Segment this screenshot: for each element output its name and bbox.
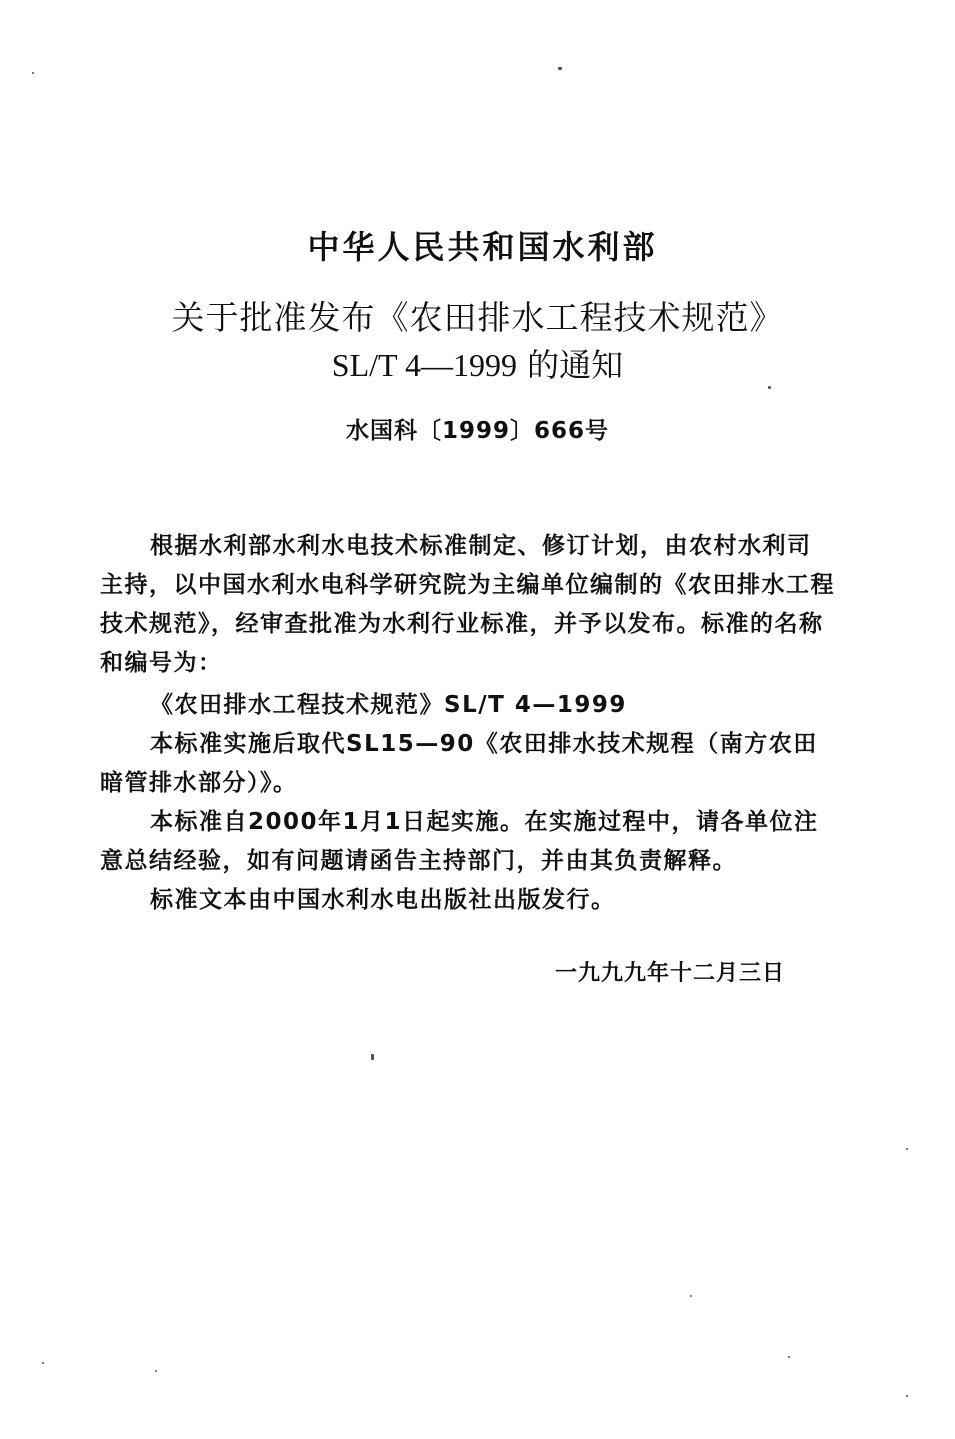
ministry-heading: 中华人民共和国水利部 bbox=[307, 228, 658, 266]
issue-date: 一九九九年十二月三日 bbox=[555, 961, 786, 986]
title-suffix: 的通知 bbox=[517, 346, 624, 384]
scan-speck bbox=[42, 1362, 44, 1364]
scan-speck bbox=[32, 72, 34, 74]
scan-speck bbox=[788, 1356, 790, 1358]
paragraph-text: 根据水利部水利水电技术标准制定、修订计划，由农村水利司主持，以中国水利水电科学研究院为主编单位编制的《农田排水工程技术规范》，经审查批准为水利行业标准，并予以发布。标准的名称和编号为： bbox=[100, 533, 835, 676]
scan-speck bbox=[371, 1054, 374, 1060]
paragraph-text: 本标准实施后取代SL15—90《农田排水技术规程（南方农田暗管排水部分）》。 bbox=[100, 731, 818, 796]
notice-title-line1: 关于批准发布《农田排水工程技术规范》 bbox=[171, 298, 784, 337]
scan-speck bbox=[690, 1295, 692, 1297]
body-paragraph-3 bbox=[100, 803, 835, 881]
document-number: 水国科〔1999〕666号 bbox=[345, 418, 610, 444]
paragraph-text: 《农田排水工程技术规范》SL/T 4—1999 bbox=[150, 692, 627, 718]
body-paragraph-4 bbox=[100, 881, 835, 920]
scan-speck bbox=[558, 67, 562, 70]
body-paragraph-2 bbox=[100, 725, 835, 803]
paragraph-text: 标准文本由中国水利水电出版社出版发行。 bbox=[150, 887, 616, 913]
standard-code: SL/T 4—1999 bbox=[331, 347, 517, 383]
scan-speck bbox=[906, 1148, 908, 1150]
paragraph-text: 本标准自2000年1月1日起实施。在实施过程中，请各单位注意总结经验，如有问题请函告主持部门，并由其负责解释。 bbox=[100, 809, 819, 874]
scan-speck bbox=[768, 386, 771, 389]
notice-title-line2 bbox=[0, 340, 955, 386]
standard-name-line bbox=[100, 686, 835, 725]
body-paragraph-1 bbox=[100, 527, 835, 683]
scan-speck bbox=[155, 1370, 157, 1372]
scan-speck bbox=[906, 1395, 908, 1397]
